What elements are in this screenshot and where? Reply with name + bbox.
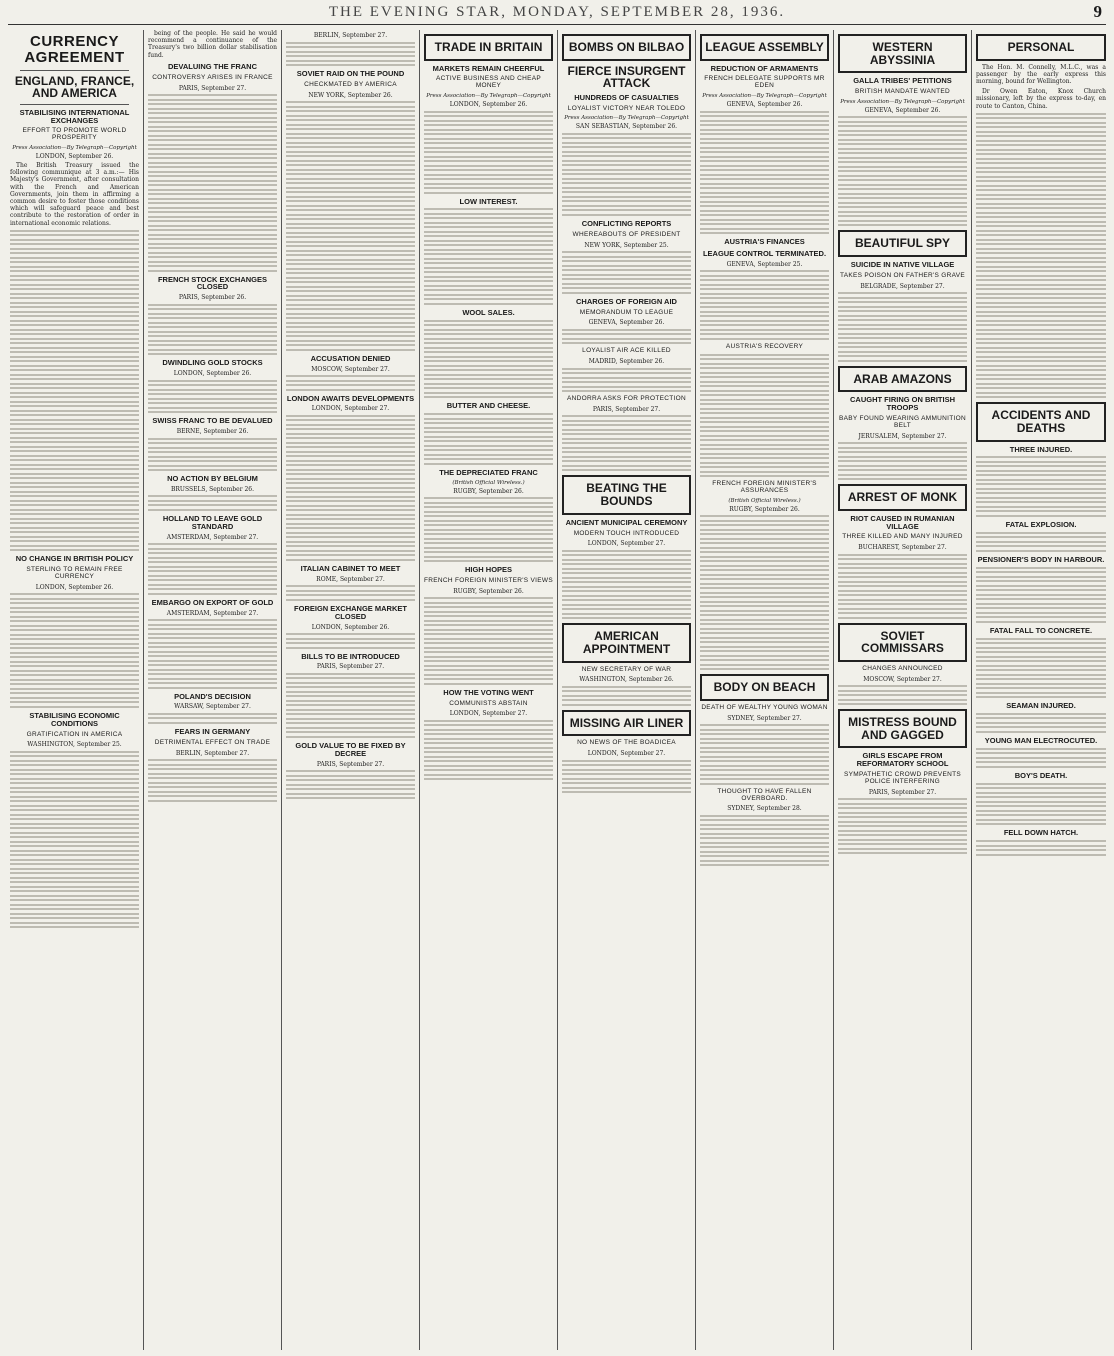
press-credit: Press Association—By Telegraph—Copyright: [840, 98, 965, 105]
text-lines: [10, 593, 139, 708]
subhead-active-business: ACTIVE BUSINESS AND CHEAP MONEY: [435, 75, 542, 90]
headline-holland: HOLLAND TO LEAVE GOLD STANDARD: [162, 513, 263, 531]
dateline: LONDON, September 26.: [35, 583, 114, 591]
headline-trade-britain: TRADE IN BRITAIN: [424, 34, 553, 61]
column-7: [834, 30, 972, 1350]
text-lines: [700, 354, 829, 478]
text-lines: [976, 456, 1106, 517]
text-lines: [838, 442, 967, 480]
text-lines: [838, 116, 967, 226]
subhead-memorandum: MEMORANDUM TO LEAGUE: [579, 308, 674, 316]
subhead-checkmated: CHECKMATED BY AMERICA: [304, 80, 397, 88]
headline-voting: HOW THE VOTING WENT: [443, 687, 534, 697]
text-lines: [838, 292, 967, 362]
text-lines: [976, 713, 1106, 733]
subhead-three-injured: THREE INJURED.: [1009, 444, 1073, 454]
text-lines: [562, 133, 691, 216]
dateline: GENEVA, September 26.: [588, 319, 665, 327]
masthead-rule: [8, 24, 1106, 25]
text-lines: [286, 42, 415, 67]
dateline: NEW YORK, September 26.: [308, 91, 393, 99]
subhead-seaman: SEAMAN INJURED.: [1006, 701, 1076, 710]
press-credit: Press Association—By Telegraph—Copyright: [426, 93, 551, 100]
subhead-wool-sales: WOOL SALES.: [462, 307, 515, 317]
text-lines: [424, 497, 553, 562]
subhead-mandate: BRITISH MANDATE WANTED: [854, 88, 951, 96]
headline-accusation: ACCUSATION DENIED: [310, 353, 391, 363]
text-lines: [424, 320, 553, 399]
text-lines: [424, 597, 553, 685]
text-lines: [976, 532, 1106, 552]
headline-french-assurances: FRENCH FOREIGN MINISTER'S ASSURANCES: [712, 480, 817, 494]
subhead-french-delegate: FRENCH DELEGATE SUPPORTS MR EDEN: [704, 75, 825, 90]
subhead-girls-escape: GIRLS ESCAPE FROM REFORMATORY SCHOOL: [856, 751, 949, 769]
headline-austria-finances: AUSTRIA'S FINANCES: [724, 237, 805, 247]
dateline: LONDON, September 27.: [587, 750, 666, 758]
dateline: BERLIN, September 27.: [175, 749, 250, 757]
running-title: THE EVENING STAR, MONDAY, SEPTEMBER 28, 1936.: [328, 4, 786, 20]
subhead-changes: CHANGES ANNOUNCED: [862, 664, 943, 672]
headline-bills: BILLS TO BE INTRODUCED: [301, 651, 400, 661]
subhead-firing: CAUGHT FIRING ON BRITISH TROOPS: [850, 395, 955, 413]
dateline: MADRID, September 26.: [588, 358, 665, 366]
headline-devaluing-franc: DEVALUING THE FRANC: [167, 61, 258, 71]
subhead-ancient: ANCIENT MUNICIPAL CEREMONY: [565, 517, 688, 527]
subhead-no-news: NO NEWS OF THE BOADICEA: [577, 739, 676, 747]
text-lines: [562, 368, 691, 393]
headline-andorra: ANDORRA ASKS FOR PROTECTION: [567, 395, 686, 403]
article-paragraph: The British Treasury issued the following communique at 3 a.m.:— His Majesty's Government, after consultation with the French and American Governments, join them in affirming a common desire to foster those conditions which will safeguard peace and best contribute to the restoration of order in international economic relations.: [10, 162, 139, 227]
subhead-pensioner: PENSIONER'S BODY IN HARBOUR.: [977, 554, 1105, 564]
dateline: PARIS, September 27.: [868, 788, 937, 796]
headline-league-assembly: LEAGUE ASSEMBLY: [700, 34, 829, 61]
headline-bombs-bilbao: BOMBS ON BILBAO: [562, 34, 691, 61]
divider: [20, 70, 129, 71]
headline-belgium: NO ACTION BY BELGIUM: [167, 474, 258, 483]
text-lines: [148, 713, 277, 724]
headline-loyalist-killed: LOYALIST AIR ACE KILLED: [582, 347, 671, 355]
text-lines: [838, 685, 967, 705]
text-lines: [976, 840, 1106, 856]
headline-poland: POLAND'S DECISION: [174, 691, 251, 701]
subhead-effort: EFFORT TO PROMOTE WORLD PROSPERITY: [22, 127, 127, 142]
text-lines: [562, 251, 691, 294]
headline-austria-recovery: AUSTRIA'S RECOVERY: [725, 342, 804, 350]
headline-arrest-monk: ARREST OF MONK: [838, 484, 967, 511]
column-8: [972, 30, 1110, 1350]
dateline: BELGRADE, September 27.: [860, 282, 945, 290]
headline-no-change: NO CHANGE IN BRITISH POLICY: [15, 554, 134, 564]
text-lines: [148, 380, 277, 414]
subhead-boys-death: BOY'S DEATH.: [1014, 770, 1068, 780]
subhead-modern: MODERN TOUCH INTRODUCED: [573, 529, 680, 537]
text-lines: [976, 113, 1106, 399]
text-lines: [976, 748, 1106, 768]
subhead-gratification: GRATIFICATION IN AMERICA: [26, 730, 123, 738]
dateline: LONDON, September 26.: [311, 623, 390, 631]
text-lines: [424, 413, 553, 465]
subhead-secretary-war: NEW SECRETARY OF WAR: [581, 665, 672, 673]
headline-missing-liner: MISSING AIR LINER: [562, 710, 691, 737]
subhead-galla: GALLA TRIBES' PETITIONS: [853, 76, 952, 86]
headline-foreign-exchange: FOREIGN EXCHANGE MARKET CLOSED: [294, 603, 407, 621]
headline-currency-agreement: CURRENCY AGREEMENT: [24, 33, 125, 66]
dateline: RUGBY, September 26.: [453, 587, 524, 595]
text-lines: [562, 415, 691, 471]
text-lines: [562, 329, 691, 345]
article-paragraph: The Hon. M. Connelly, M.L.C., was a passenger by the early express this morning, bound for Wellington.: [976, 63, 1106, 85]
dateline: PARIS, September 26.: [178, 294, 247, 302]
dateline: GENEVA, September 26.: [726, 101, 803, 109]
text-lines: [286, 673, 415, 738]
text-lines: [10, 751, 139, 929]
dateline: BERLIN, September 27.: [313, 32, 388, 39]
headline-body-beach: BODY ON BEACH: [700, 674, 829, 701]
headline-accidents-deaths: ACCIDENTS AND DEATHS: [976, 402, 1106, 441]
text-lines: [562, 686, 691, 706]
dateline: PARIS, September 27.: [592, 405, 661, 413]
subhead-overboard: THOUGHT TO HAVE FALLEN OVERBOARD.: [717, 787, 812, 802]
column-2: [144, 30, 282, 1350]
headline-stabilising-conditions: STABILISING ECONOMIC CONDITIONS: [29, 710, 120, 728]
wireless-credit: (British Official Wireless.): [728, 497, 801, 504]
dateline: MOSCOW, September 27.: [863, 675, 942, 683]
text-lines: [148, 759, 277, 802]
subhead-fell-hatch: FELL DOWN HATCH.: [1003, 828, 1079, 838]
subhead-low-interest: LOW INTEREST.: [459, 196, 518, 206]
text-lines: [148, 619, 277, 689]
subhead-electrocuted: YOUNG MAN ELECTROCUTED.: [984, 735, 1098, 745]
dateline: BUCHAREST, September 27.: [858, 544, 947, 552]
subhead-baby: BABY FOUND WEARING AMMUNITION BELT: [838, 415, 967, 429]
dateline: PARIS, September 27.: [316, 663, 385, 671]
text-lines: [700, 111, 829, 235]
page-number: 9: [1093, 2, 1102, 21]
headline-american-appointment: AMERICAN APPOINTMENT: [562, 623, 691, 662]
subhead-communists: COMMUNISTS ABSTAIN: [449, 699, 528, 707]
column-1: [6, 30, 144, 1350]
text-lines: [838, 798, 967, 854]
subhead-french-ministers: FRENCH FOREIGN MINISTER'S VIEWS: [424, 576, 553, 584]
dateline: NEW YORK, September 25.: [584, 241, 669, 249]
dateline: WASHINGTON, September 25.: [27, 741, 122, 749]
text-lines: [286, 101, 415, 351]
dateline: SAN SEBASTIAN, September 26.: [575, 123, 678, 131]
dateline: AMSTERDAM, September 27.: [166, 533, 259, 541]
text-lines: [838, 554, 967, 619]
subhead-fatal-fall: FATAL FALL TO CONCRETE.: [989, 625, 1093, 635]
text-lines: [562, 760, 691, 794]
headline-embargo: EMBARGO ON EXPORT OF GOLD: [151, 597, 274, 607]
subhead-fierce-attack: FIERCE INSURGENT ATTACK: [567, 63, 686, 91]
subhead-hundreds: HUNDREDS OF CASUALTIES: [574, 92, 679, 102]
headline-italian-cabinet: ITALIAN CABINET TO MEET: [300, 563, 401, 573]
text-lines: [700, 724, 829, 785]
column-6: [696, 30, 834, 1350]
text-lines: [700, 815, 829, 867]
headline-arab-amazons: ARAB AMAZONS: [838, 366, 967, 393]
dateline: PARIS, September 27.: [178, 84, 247, 92]
subhead-loyalist-victory: LOYALIST VICTORY NEAR TOLEDO: [567, 104, 686, 112]
subhead-reduction: REDUCTION OF ARMAMENTS: [710, 63, 819, 73]
text-lines: [424, 111, 553, 194]
text-lines: [976, 638, 1106, 699]
dateline: WARSAW, September 27.: [174, 703, 251, 711]
text-lines: [976, 783, 1106, 826]
text-lines: [148, 438, 277, 472]
subhead-three-killed: THREE KILLED AND MANY INJURED: [842, 533, 963, 541]
text-lines: [148, 304, 277, 356]
text-lines: [148, 94, 277, 272]
dateline: SYDNEY, September 27.: [727, 714, 802, 722]
text-lines: [148, 495, 277, 511]
newspaper-columns: [6, 30, 1110, 1350]
headline-london-awaits: LONDON AWAITS DEVELOPMENTS: [286, 393, 415, 403]
article-paragraph: being of the people. He said he would recommend a continuance of the Treasury's two billion dollar stabilisation fund.: [148, 30, 277, 59]
headline-fears-germany: FEARS IN GERMANY: [174, 726, 251, 736]
dateline: RUGBY, September 26.: [453, 487, 524, 495]
dateline: LONDON, September 27.: [449, 710, 528, 718]
headline-gold-value: GOLD VALUE TO BE FIXED BY DECREE: [295, 740, 406, 758]
wireless-credit: (British Official Wireless.): [452, 479, 525, 486]
press-credit: Press Association—By Telegraph—Copyright: [12, 145, 137, 152]
text-lines: [562, 550, 691, 620]
dateline: LONDON, September 27.: [587, 540, 666, 548]
headline-soviet-raid: SOVIET RAID ON THE POUND: [296, 69, 405, 78]
text-lines: [700, 515, 829, 670]
headline-personal: PERSONAL: [976, 34, 1106, 61]
dateline: LONDON, September 26.: [173, 370, 252, 378]
article-paragraph: Dr Owen Eaton, Knox Church missionary, left by the express to-day, en route to Canton, China.: [976, 88, 1106, 110]
headline-beating-bounds: BEATING THE BOUNDS: [562, 475, 691, 514]
dateline: RUGBY, September 26.: [729, 505, 800, 513]
dateline: BRUSSELS, September 26.: [170, 485, 255, 493]
dateline: JERUSALEM, September 27.: [858, 432, 947, 440]
headline-beautiful-spy: BEAUTIFUL SPY: [838, 230, 967, 257]
headline-dwindling-gold: DWINDLING GOLD STOCKS: [162, 358, 263, 368]
press-credit: Press Association—By Telegraph—Copyright: [702, 93, 827, 100]
text-lines: [10, 230, 139, 552]
subhead-sterling: STERLING TO REMAIN FREE CURRENCY: [26, 566, 123, 581]
subhead-league-control: LEAGUE CONTROL TERMINATED.: [702, 248, 827, 258]
dateline: LONDON, September 26.: [449, 101, 528, 109]
subhead-stabilising: STABILISING INTERNATIONAL EXCHANGES: [19, 107, 130, 125]
text-lines: [286, 633, 415, 649]
subhead-riot: RIOT CAUSED IN RUMANIAN VILLAGE: [850, 513, 955, 531]
text-lines: [286, 415, 415, 561]
dateline: AMSTERDAM, September 27.: [166, 609, 259, 617]
masthead: [0, 0, 1114, 26]
subhead-butter-cheese: BUTTER AND CHEESE.: [446, 401, 531, 411]
subhead-controversy: CONTROVERSY ARISES IN FRANCE: [152, 73, 273, 81]
text-lines: [424, 720, 553, 781]
column-5: [558, 30, 696, 1350]
headline-mistress-gagged: MISTRESS BOUND AND GAGGED: [838, 709, 967, 748]
text-lines: [286, 375, 415, 391]
dateline: PARIS, September 27.: [316, 760, 385, 768]
headline-charges: CHARGES OF FOREIGN AID: [576, 296, 677, 306]
dateline: MOSCOW, September 27.: [311, 365, 390, 373]
dateline: GENEVA, September 25.: [726, 260, 803, 268]
subhead-detrimental: DETRIMENTAL EFFECT ON TRADE: [154, 738, 271, 746]
divider: [20, 104, 129, 105]
dateline: WASHINGTON, September 26.: [579, 676, 674, 684]
text-lines: [148, 543, 277, 595]
dateline: LONDON, September 27.: [311, 405, 390, 413]
headline-high-hopes: HIGH HOPES: [464, 565, 513, 575]
dateline: BERNE, September 26.: [176, 428, 249, 435]
text-lines: [424, 208, 553, 305]
column-4: [420, 30, 558, 1350]
press-credit: Press Association—By Telegraph—Copyright: [564, 115, 689, 122]
dateline: ROME, September 27.: [316, 575, 385, 583]
headline-french-exchanges: FRENCH STOCK EXCHANGES CLOSED: [157, 274, 268, 292]
dateline: SYDNEY, September 28.: [727, 805, 802, 813]
subhead-whereabouts: WHEREABOUTS OF PRESIDENT: [572, 230, 681, 238]
column-3: [282, 30, 420, 1350]
headline-conflicting: CONFLICTING REPORTS: [581, 218, 672, 228]
subhead-countries: ENGLAND, FRANCE, AND AMERICA: [14, 73, 135, 101]
text-lines: [700, 270, 829, 340]
subhead-sympathetic-crowd: SYMPATHETIC CROWD PREVENTS POLICE INTERFERING: [844, 771, 961, 786]
dateline: GENEVA, September 26.: [864, 106, 941, 114]
subhead-markets: MARKETS REMAIN CHEERFUL: [432, 63, 545, 73]
text-lines: [286, 770, 415, 799]
subhead-suicide: SUICIDE IN NATIVE VILLAGE: [850, 259, 955, 269]
subhead-poison: TAKES POISON ON FATHER'S GRAVE: [839, 271, 966, 279]
headline-western-abyssinia: WESTERN ABYSSINIA: [838, 34, 967, 73]
text-lines: [976, 567, 1106, 623]
subhead-death: DEATH OF WEALTHY YOUNG WOMAN: [701, 703, 828, 711]
text-lines: [286, 585, 415, 601]
dateline: LONDON, September 26.: [35, 153, 114, 161]
headline-depreciated-franc: THE DEPRECIATED FRANC: [439, 467, 538, 477]
headline-swiss-franc: SWISS FRANC TO BE DEVALUED: [152, 416, 273, 426]
subhead-fatal-explosion: FATAL EXPLOSION.: [1005, 519, 1077, 529]
headline-soviet-commissars: SOVIET COMMISSARS: [838, 623, 967, 662]
